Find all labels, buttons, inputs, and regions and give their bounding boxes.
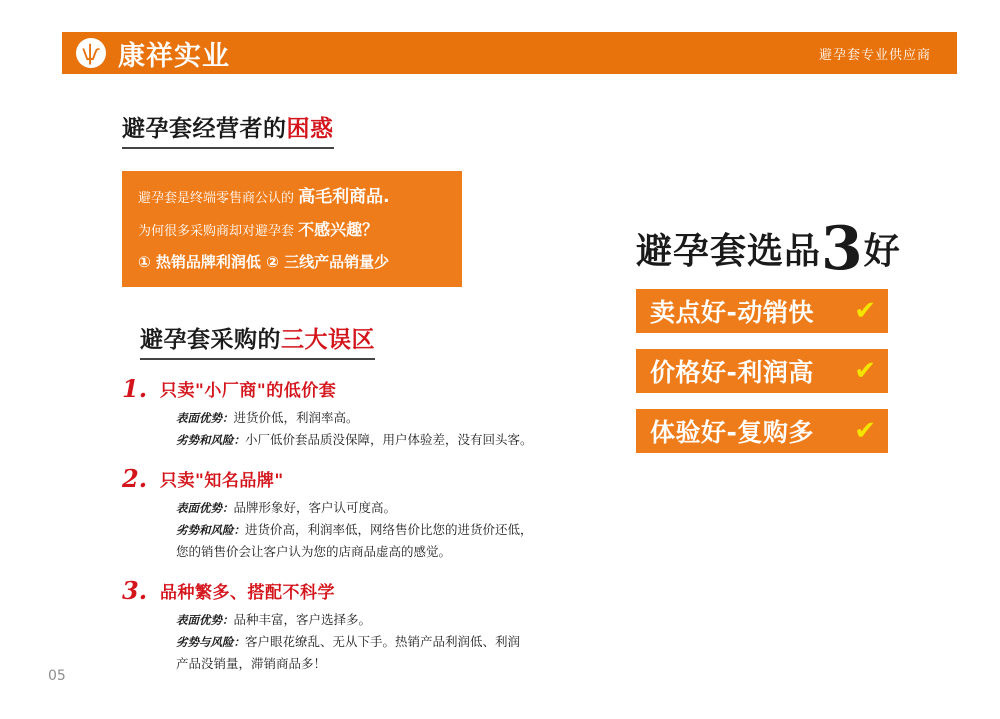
mistake-item-1-heading: 只卖"小厂商"的低价套	[160, 380, 337, 401]
mistake-item-3	[122, 575, 592, 674]
section-title-confusion-highlight: 困惑	[286, 116, 334, 142]
mistake-item-1-risk-text: 小厂低价套品质没保障，用户体验差，没有回头客。	[245, 431, 533, 447]
right-content-column	[636, 214, 946, 453]
callout-line-1-small: 避孕套是终端零售商公认的	[138, 191, 295, 206]
left-content-column	[122, 110, 592, 676]
callout-line-1-big: 高毛利商品.	[298, 187, 390, 207]
right-headline-part1: 避孕套选品	[636, 231, 822, 272]
page-number: 05	[48, 668, 66, 684]
mistake-item-1-advantage	[176, 408, 592, 428]
callout-line-2-big: 不感兴趣？	[298, 220, 379, 240]
mistake-item-3-detail	[176, 610, 592, 674]
benefit-badge-2-text: 价格好-利润高	[650, 358, 814, 387]
mistake-item-3-risk-text-2: 产品没销量，滞销商品多！	[176, 655, 327, 671]
section-title-mistakes-plain: 避孕套采购的	[140, 326, 281, 353]
mistake-item-3-advantage-label: 表面优势：	[176, 612, 234, 627]
mistake-item-2-risk-label: 劣势和风险：	[176, 522, 245, 537]
section-title-mistakes	[140, 321, 375, 360]
mistake-item-2-number: 2.	[122, 463, 148, 493]
callout-line-2-small: 为何很多采购商却对避孕套	[138, 224, 295, 240]
mistake-item-3-heading: 品种繁多、搭配不科学	[160, 582, 335, 603]
right-headline-number: 3	[821, 214, 864, 284]
orange-callout-box	[122, 171, 462, 287]
callout-line-3: ① 热销品牌利润低 ② 三线产品销量少	[138, 252, 390, 271]
section-title-confusion-plain: 避孕套经营者的	[122, 116, 287, 142]
mistake-item-2-advantage-text: 品牌形象好，客户认可度高。	[233, 499, 397, 515]
mistake-item-3-risk-text: 客户眼花缭乱、无从下手。热销产品利润低、利润	[245, 633, 521, 649]
mistake-item-1-detail	[176, 408, 592, 450]
header-tagline: 避孕套专业供应商	[818, 47, 931, 63]
mistake-item-3-number: 3.	[122, 575, 148, 605]
mistake-item-1-number: 1.	[122, 373, 148, 403]
mistake-item-3-risk	[176, 632, 592, 652]
section-title-confusion	[122, 110, 334, 149]
mistake-item-1-risk	[176, 430, 592, 450]
swirl-logo-icon	[76, 38, 106, 68]
brand-name: 康祥实业	[118, 40, 230, 72]
benefit-badge-2	[636, 349, 888, 393]
mistake-item-2-detail	[176, 498, 592, 562]
mistake-item-2-advantage	[176, 498, 592, 518]
mistake-item-1-advantage-text: 进货价低，利润率高。	[233, 409, 359, 425]
mistake-item-1	[122, 373, 592, 450]
mistake-item-2-risk-text-2: 您的销售价会让客户认为您的店商品虚高的感觉。	[176, 543, 452, 559]
benefit-badge-3-text: 体验好-复购多	[650, 418, 814, 447]
mistake-item-1-risk-label: 劣势和风险：	[176, 432, 245, 447]
mistake-item-2-risk	[176, 520, 592, 540]
check-icon: ✔	[854, 416, 876, 446]
right-headline	[636, 214, 946, 284]
callout-line-1	[138, 187, 444, 207]
mistake-item-3-risk-label: 劣势与风险：	[176, 634, 245, 649]
mistake-item-2	[122, 463, 592, 562]
mistake-item-1-advantage-label: 表面优势：	[176, 410, 234, 425]
benefit-badge-3	[636, 409, 888, 453]
check-icon: ✔	[854, 356, 876, 386]
mistake-item-2-advantage-label: 表面优势：	[176, 500, 234, 515]
benefit-badge-1	[636, 289, 888, 333]
mistake-item-2-risk-text: 进货价高，利润率低，网络售价比您的进货价还低，	[245, 521, 533, 537]
mistake-item-2-heading: 只卖"知名品牌"	[160, 470, 284, 491]
mistake-item-3-advantage-text: 品种丰富，客户选择多。	[233, 611, 372, 627]
callout-line-2	[138, 220, 444, 240]
benefit-badge-1-text: 卖点好-动销快	[650, 298, 814, 327]
mistake-item-3-advantage	[176, 610, 592, 630]
header-bar	[62, 32, 957, 74]
check-icon: ✔	[854, 296, 876, 326]
section-title-mistakes-highlight: 三大误区	[281, 326, 375, 353]
right-headline-part2: 好	[863, 231, 901, 272]
swirl-glyph: ѱ	[81, 41, 101, 65]
